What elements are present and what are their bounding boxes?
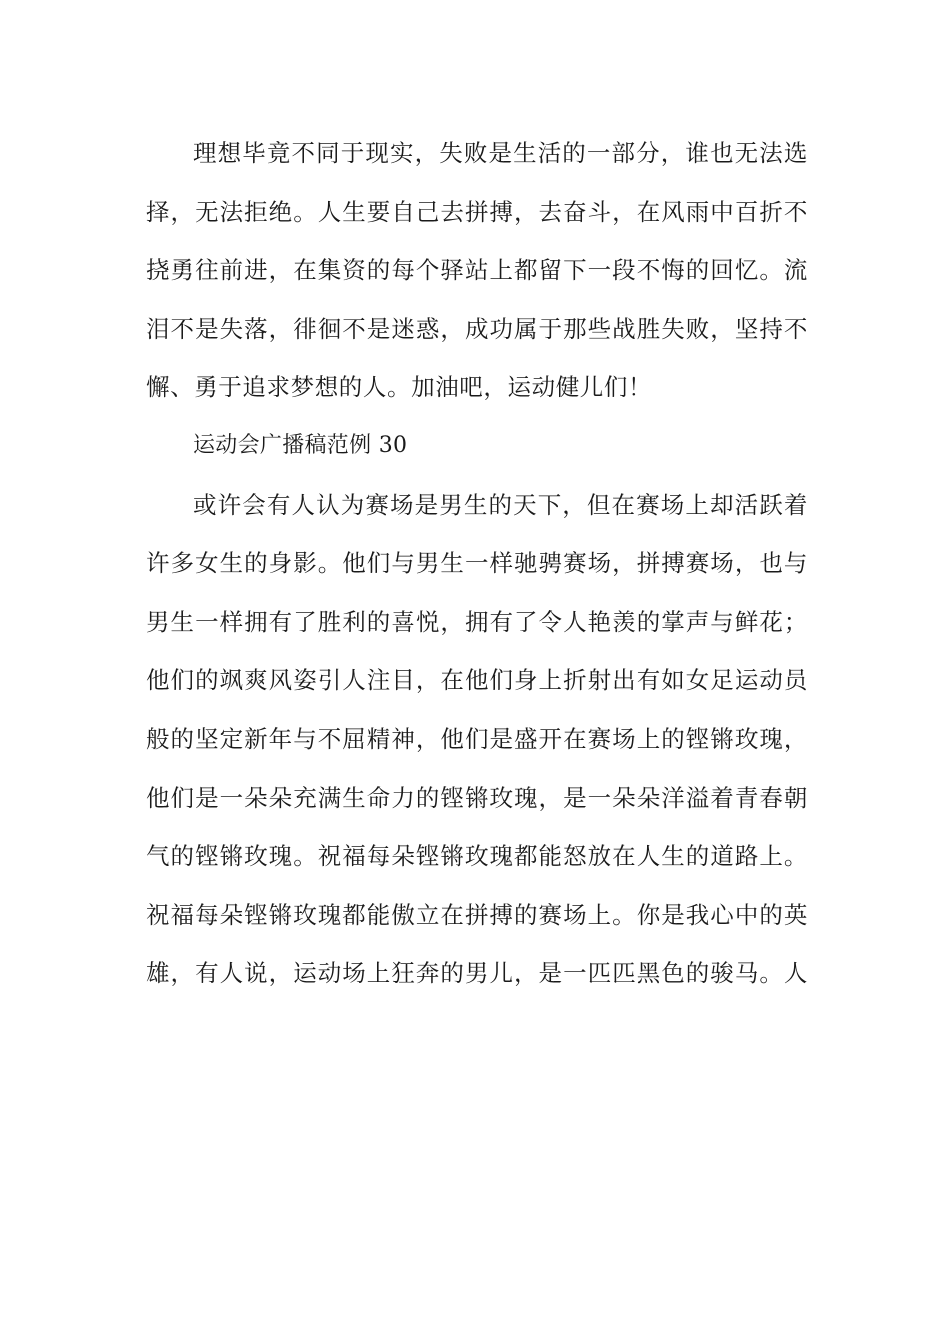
paragraph-line: 他们的飒爽风姿引人注目，在他们身上折射出有如女足运动员: [146, 666, 808, 695]
document-body: [146, 124, 808, 1003]
paragraph-line: 泪不是失落，徘徊不是迷惑，成功属于那些战胜失败，坚持不: [146, 314, 808, 343]
paragraph-line: 许多女生的身影。他们与男生一样驰骋赛场，拼搏赛场，也与: [146, 549, 808, 578]
paragraph-line: 气的铿锵玫瑰。祝福每朵铿锵玫瑰都能怒放在人生的道路上。: [146, 842, 808, 871]
paragraph-line: 他们是一朵朵充满生命力的铿锵玫瑰，是一朵朵洋溢着青春朝: [146, 783, 808, 812]
paragraph-line: 择，无法拒绝。人生要自己去拼搏，去奋斗，在风雨中百折不: [146, 197, 808, 226]
paragraph-line: 懈、勇于追求梦想的人。加油吧，运动健儿们！: [146, 373, 653, 402]
paragraph-2: [146, 476, 808, 1003]
paragraph-line: 般的坚定新年与不屈精神，他们是盛开在赛场上的铿锵玫瑰，: [146, 724, 808, 753]
section-heading: 运动会广播稿范例 30: [193, 432, 408, 458]
paragraph-line: 男生一样拥有了胜利的喜悦，拥有了令人艳羡的掌声与鲜花；: [146, 607, 808, 636]
paragraph-line: 理想毕竟不同于现实，失败是生活的一部分，谁也无法选: [193, 139, 808, 167]
paragraph-line: 挠勇往前进，在集资的每个驿站上都留下一段不悔的回忆。流: [146, 256, 808, 285]
paragraph-line: 祝福每朵铿锵玫瑰都能傲立在拼搏的赛场上。你是我心中的英: [146, 900, 808, 929]
paragraph-1: [146, 124, 808, 417]
paragraph-line: 或许会有人认为赛场是男生的天下，但在赛场上却活跃着: [193, 490, 808, 519]
paragraph-line: 雄，有人说，运动场上狂奔的男儿，是一匹匹黑色的骏马。人: [146, 959, 808, 988]
